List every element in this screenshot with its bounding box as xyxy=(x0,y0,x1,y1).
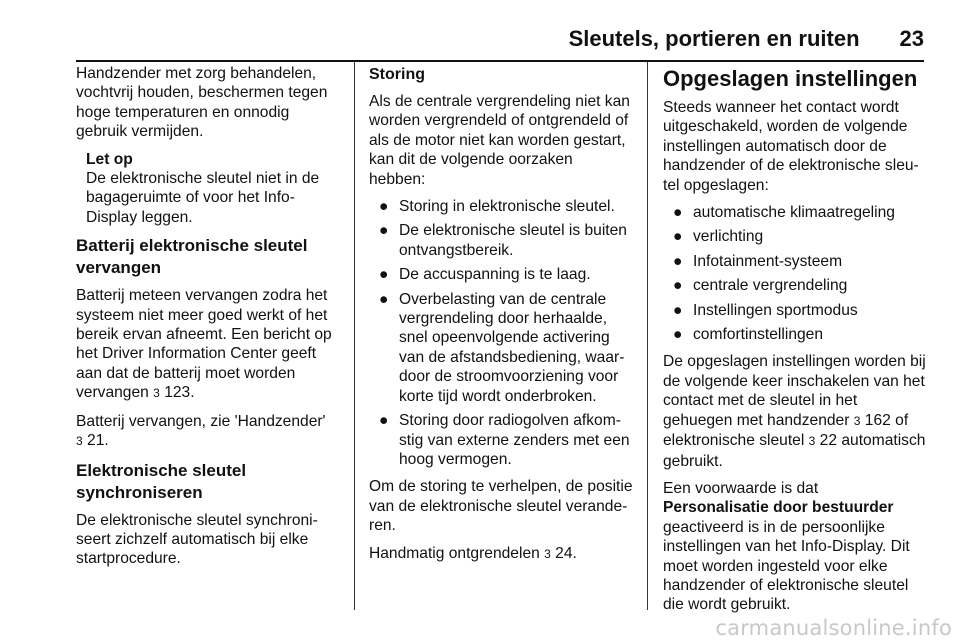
page-header xyxy=(0,26,924,58)
bullet-icon: ● xyxy=(673,252,683,270)
saved-text-2c: 22 automatisch gebruikt. xyxy=(663,432,926,470)
watermark: carmanualsonline.info xyxy=(715,616,952,640)
battery-paragraph-2 xyxy=(76,412,344,452)
intro-paragraph: Handzender met zorg behandelen, vochtvrij houden, beschermen tegen hoge temperaturen en onnodig gebruik vermijden. xyxy=(76,65,328,141)
list-item xyxy=(663,325,927,344)
fix-paragraph: Om de storing te verhelpen, de positie van de elektronische sleutel veranderen. xyxy=(369,478,633,535)
manual-text: Handmatig ontgrendelen xyxy=(369,544,540,562)
saved-paragraph-2 xyxy=(663,352,927,470)
sync-paragraph: De elektronische sleutel synchroniseert zichzelf automatisch bij elke startprocedure. xyxy=(76,511,318,568)
heading-storing: Storing xyxy=(369,66,425,83)
page-ref-icon: 3 xyxy=(853,413,861,428)
list-item-text: verlichting xyxy=(693,228,764,246)
list-item-text: centrale vergrendeling xyxy=(693,277,848,295)
list-item xyxy=(663,276,927,295)
list-item-text: comfortinstellingen xyxy=(693,326,824,344)
list-item xyxy=(369,411,633,469)
personalisation-term: Personalisatie door bestuurder xyxy=(663,499,894,517)
page-ref-icon: 3 xyxy=(544,546,551,561)
list-item-text: De accuspanning is te laag. xyxy=(399,266,591,284)
column-3 xyxy=(663,64,927,623)
note-box xyxy=(86,150,344,228)
page-number: 23 xyxy=(899,26,924,51)
storing-list xyxy=(369,197,633,469)
list-item xyxy=(663,203,927,222)
bullet-icon: ● xyxy=(379,222,389,240)
list-item-text: Instellingen sportmodus xyxy=(693,301,858,319)
list-item xyxy=(663,252,927,271)
list-item xyxy=(369,197,633,216)
heading-sync: Elektronische sleutel synchroniseren xyxy=(76,460,247,502)
header-divider xyxy=(76,60,924,62)
saved-paragraph-3 xyxy=(663,479,927,615)
note-title: Let op xyxy=(86,150,133,168)
page-ref-24[interactable] xyxy=(544,545,577,562)
list-item xyxy=(369,265,633,284)
list-item xyxy=(369,221,633,260)
heading-saved-settings: Opgeslagen instellingen xyxy=(663,66,918,91)
bullet-icon: ● xyxy=(673,204,683,222)
saved-list xyxy=(663,203,927,344)
page-ref-label: 123. xyxy=(164,384,195,402)
list-item-text: automatische klimaatregeling xyxy=(693,204,895,222)
list-item-text: Infotainment-systeem xyxy=(693,252,843,270)
saved-text-2b: elektronische sleutel xyxy=(663,432,805,450)
page-ref-162[interactable] xyxy=(854,412,908,429)
list-item xyxy=(663,301,927,320)
list-item-text: Overbelasting van de centrale vergrendeling door herhaalde, snel opeenvolgende activering van de afstandsbediening, waardoor de stroomvoorziening voor korte tijd wordt onderbroken. xyxy=(399,290,625,405)
page-ref-icon: 3 xyxy=(153,386,160,401)
column-divider-2 xyxy=(647,62,648,610)
storing-intro: Als de centrale vergrendeling niet kan worden vergrendeld of ontgrendeld of als de motor niet kan worden gestart, kan dit de volgende oorzaken hebben: xyxy=(369,93,630,188)
saved-intro: Steeds wanneer het contact wordt uitgeschakeld, worden de volgende instellingen automatisch door de handzender of de elektronische sleutel opgeslagen: xyxy=(663,99,919,194)
saved-text-3a: Een voorwaarde is dat xyxy=(663,479,819,497)
bullet-icon: ● xyxy=(379,266,389,284)
page-ref-123[interactable] xyxy=(153,384,194,401)
manual-paragraph xyxy=(369,544,633,564)
page-ref-label: 24. xyxy=(555,544,577,562)
saved-text-2a: De opgeslagen instellingen worden bij de volgende keer inschakelen van het contact met de sleutel in het gehuegen met handzender xyxy=(663,353,926,429)
bullet-icon: ● xyxy=(673,228,683,246)
saved-text-3b: geactiveerd is in de persoonlijke instellingen van het Info-Display. Dit moet worden ingesteld voor elke handzender of elektronische sleutel die wordt gebruikt. xyxy=(663,518,910,614)
bullet-icon: ● xyxy=(379,290,389,308)
column-1 xyxy=(76,64,344,577)
bullet-icon: ● xyxy=(379,412,389,430)
list-item-text: Storing door radiogolven afkomstig van externe zenders met een hoog vermogen. xyxy=(399,412,630,468)
page-ref-22[interactable] xyxy=(809,432,816,449)
list-item xyxy=(369,290,633,406)
note-text: De elektronische sleutel niet in de bagageruimte of voor het Info-Display leggen. xyxy=(86,170,320,226)
page-title: Sleutels, portieren en ruiten xyxy=(568,26,860,51)
page-ref-label: 162 of xyxy=(864,411,909,429)
bullet-icon: ● xyxy=(673,301,683,319)
heading-battery: Batterij elektronische sleutel vervangen xyxy=(76,236,308,278)
bullet-icon: ● xyxy=(673,326,683,344)
page-ref-21[interactable] xyxy=(76,432,109,449)
list-item-text: Storing in elektronische sleutel. xyxy=(399,198,615,216)
battery-paragraph-1 xyxy=(76,286,344,403)
page-ref-label: 21. xyxy=(87,432,109,450)
list-item xyxy=(663,227,927,246)
page-ref-icon: 3 xyxy=(76,434,83,449)
list-item-text: De elektronische sleutel is buiten ontvangstbereik. xyxy=(399,222,627,259)
battery-text-1: Batterij meteen vervangen zodra het systeem niet meer goed werkt of het bereik ervan afneemt. Een bericht op het Driver Information Center geeft aan dat de batterij moet worden vervangen xyxy=(76,287,332,402)
page-ref-icon: 3 xyxy=(808,434,816,449)
battery-text-2: Batterij vervangen, zie 'Handzender' xyxy=(76,412,326,430)
bullet-icon: ● xyxy=(673,277,683,295)
bullet-icon: ● xyxy=(379,198,389,216)
column-2 xyxy=(369,64,633,572)
column-divider-1 xyxy=(354,62,355,610)
